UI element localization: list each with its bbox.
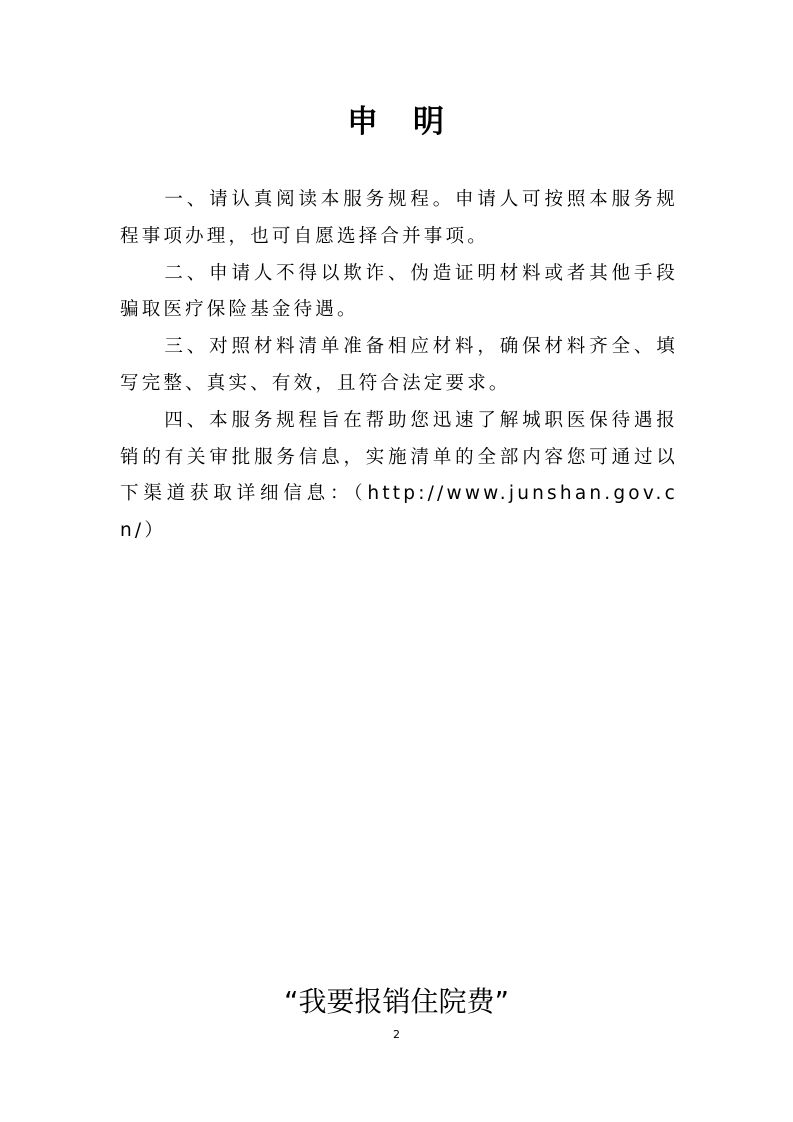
footer-slogan: “我要报销住院费”	[283, 985, 509, 1018]
statement-body	[120, 182, 678, 550]
statement-item-3: 三、对照材料清单准备相应材料，确保材料齐全、填写完整、真实、有效，且符合法定要求。	[120, 336, 678, 394]
page-title: 申 明	[347, 104, 446, 140]
statement-item-4: 四、本服务规程旨在帮助您迅速了解城职医保待遇报销的有关审批服务信息，实施清单的全部内容您可通过以下渠道获取详细信息：（http://www.junshan.gov.cn/）	[120, 409, 678, 542]
page-number: 2	[393, 1028, 400, 1041]
statement-item-2: 二、申请人不得以欺诈、伪造证明材料或者其他手段骗取医疗保险基金待遇。	[120, 262, 678, 321]
statement-item-1: 一、请认真阅读本服务规程。申请人可按照本服务规程事项办理，也可自愿选择合并事项。	[120, 189, 678, 247]
